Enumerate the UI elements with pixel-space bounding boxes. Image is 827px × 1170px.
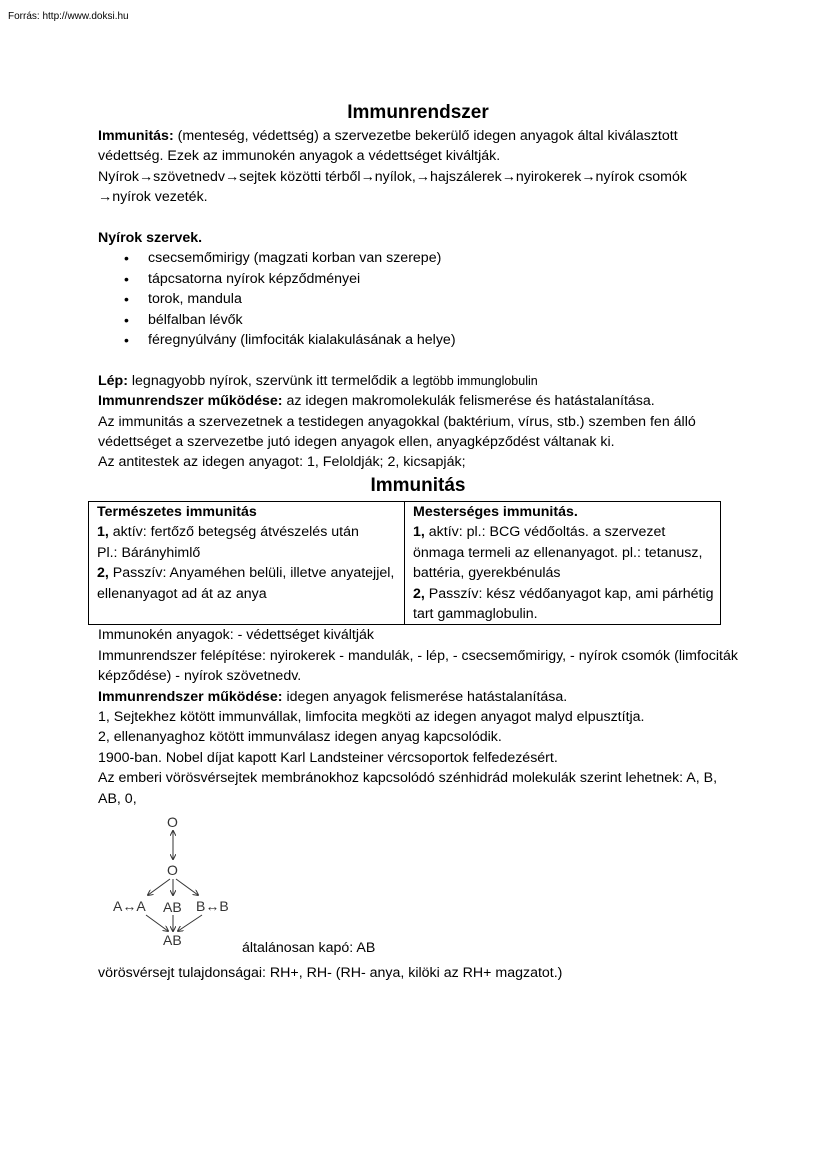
o-to-a-arrow [148, 879, 170, 895]
a-to-ab-arrow [146, 915, 168, 931]
universal-recipient: általánosan kapó: AB [242, 939, 376, 956]
nyirok-path: Nyírok→szövetnedv→sejtek közötti térből→nyílok,→hajszálerek→nyirokerek→nyírok csomók →nyírok vezeték. [98, 168, 687, 206]
o-mid-label: O [167, 861, 178, 878]
antitest-paragraph: Az antitestek az idegen anyagot: 1, Feloldják; 2, kicsapják; [98, 454, 466, 471]
mukodes2-text: idegen anyagok felismerése hatástalanítása. [282, 688, 568, 705]
immunitas-text: (menteség, védettség) a szervezetbe bekerülő idegen anyagok által kiválasztott védettség. Ezek az immunokén anyagok a védettséget kiváltják. [98, 128, 678, 165]
natural-passive: Passzív: Anyaméhen belüli, illetve anyatejjel, ellenanyagot ad át az anya [97, 565, 395, 602]
immunity-table [88, 501, 721, 625]
num-1: 1, [97, 524, 109, 541]
lep-label: Lép: [98, 372, 128, 389]
mukodes-paragraph [98, 391, 738, 411]
mukodes2-paragraph [98, 687, 738, 707]
natural-heading: Természetes immunitás [97, 503, 257, 520]
list-item: • csecsemőmirigy (magzati korban van szerepe) [148, 248, 738, 268]
num-2: 2, [97, 565, 109, 582]
verso-paragraph: Az emberi vörösvérsejtek membránokhoz kapcsolódó szénhidrád molekulák szerint lehetnek: A, B, AB, 0, [98, 770, 718, 807]
nobel-paragraph: 1900-ban. Nobel díjat kapott Karl Landsteiner vércsoportok felfedezésért. [98, 749, 558, 766]
o-to-b-arrow [176, 879, 198, 895]
artificial-heading: Mesterséges immunitás. [413, 503, 578, 520]
immunoken-paragraph: Immunokén anyagok: - védettséget kiváltják [98, 627, 375, 644]
immunitas-label: Immunitás: [98, 128, 174, 144]
artificial-active: aktív: pl.: BCG védőoltás. a szervezet önmaga termeli az ellenanyagot. pl.: tetanusz, battéria, gyerekbénulás [413, 524, 703, 582]
artificial-immunity-cell [405, 501, 721, 624]
b-label: B↔B [196, 897, 229, 914]
natural-example: Pl.: Bárányhimlő [97, 544, 201, 561]
felepites-paragraph: Immunrendszer felépítése: nyirokerek - mandulák, - lép, - csecsemőmirigy, - nyírok csomók (limfociták képződése) - nyírok szövetnedv. [98, 647, 738, 685]
rh-paragraph: vörösvérsejt tulajdonságai: RH+, RH- (RH- anya, kilöki az RH+ magzatot.) [98, 964, 563, 981]
organs-heading [98, 228, 738, 248]
natural-active: aktív: fertőző betegség átvészelés után [108, 524, 359, 541]
ab-mid-label: AB [163, 898, 182, 915]
organs-list [98, 248, 738, 350]
table-title: Immunitás [370, 474, 466, 496]
list-item: • torok, mandula [148, 289, 738, 309]
organs-heading-text: Nyírok szervek. [98, 230, 203, 247]
list-item: • féregnyúlvány (limfociták kialakulásának a helye) [148, 330, 738, 350]
ab-bottom-label: AB [163, 931, 182, 948]
num-2: 2, [413, 585, 425, 602]
immunitas-paragraph: Az immunitás a szervezetnek a testidegen anyagokkal (baktérium, vírus, stb.) szemben fen álló védettséget a szervezetbe jutó idegen anyagok ellen, anyagképződést váltanak ki. [98, 413, 696, 451]
ellenanyag-paragraph: 2, ellenanyaghoz kötött immunválasz idegen anyag kapcsolódik. [98, 729, 502, 746]
mukodes-text: az idegen makromolekulák felismerése és hatástalanítása. [282, 393, 655, 410]
source-url: Forrás: http://www.doksi.hu [8, 11, 129, 22]
mukodes2-label: Immunrendszer működése: [98, 688, 283, 705]
mukodes-label: Immunrendszer működése: [98, 393, 283, 410]
natural-immunity-cell [89, 501, 405, 624]
list-item: • bélfalban lévők [148, 310, 738, 330]
page-title: Immunrendszer [347, 102, 489, 123]
lep-paragraph [98, 371, 738, 391]
blood-group-diagram [98, 813, 738, 956]
immunitas-definition [98, 126, 738, 167]
num-1: 1, [413, 524, 425, 541]
blood-group-svg [98, 813, 258, 963]
document-body [98, 100, 738, 983]
a-label: A↔A [113, 897, 146, 914]
list-item: • tápcsatorna nyírok képződményei [148, 269, 738, 289]
artificial-passive: Passzív: kész védőanyagot kap, ami párhétig tart gammaglobulin. [413, 585, 714, 622]
sejtekhez-paragraph: 1, Sejtekhez kötött immunvállak, limfocita megköti az idegen anyagot malyd elpusztítja. [98, 708, 645, 725]
o-top-label: O [167, 813, 178, 830]
lep-small: legtöbb immunglobulin [412, 373, 538, 388]
lep-text: legnagyobb nyírok, szervünk itt termelődik a [127, 372, 413, 389]
b-to-ab-arrow [178, 915, 202, 931]
